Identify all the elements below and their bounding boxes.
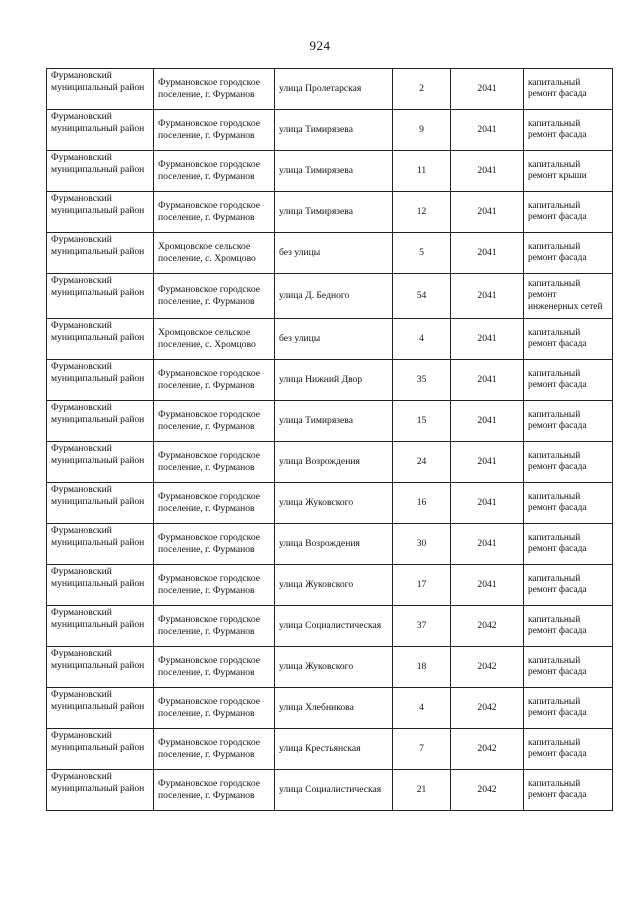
year-cell: 2041 <box>451 151 524 192</box>
work-type-cell: капитальный ремонт инженерных сетей <box>524 274 613 319</box>
settlement-cell: Фурмановское городское поселение, г. Фурманов <box>154 442 275 483</box>
table-row <box>47 606 613 647</box>
settlement-cell: Фурмановское городское поселение, г. Фурманов <box>154 483 275 524</box>
work-type-cell: капитальный ремонт фасада <box>524 688 613 729</box>
year-cell: 2041 <box>451 565 524 606</box>
street-cell: улица Жуковского <box>275 483 393 524</box>
street-cell: улица Д. Бедного <box>275 274 393 319</box>
street-cell: улица Тимирязева <box>275 192 393 233</box>
district-cell: Фурмановский муниципальный район <box>47 483 154 524</box>
work-type-cell: капитальный ремонт фасада <box>524 565 613 606</box>
table-row <box>47 442 613 483</box>
year-cell: 2041 <box>451 483 524 524</box>
year-cell: 2042 <box>451 729 524 770</box>
street-cell: улица Пролетарская <box>275 69 393 110</box>
work-type-cell: капитальный ремонт фасада <box>524 647 613 688</box>
street-cell: улица Возрождения <box>275 442 393 483</box>
settlement-cell: Фурмановское городское поселение, г. Фурманов <box>154 360 275 401</box>
year-cell: 2041 <box>451 319 524 360</box>
district-cell: Фурмановский муниципальный район <box>47 688 154 729</box>
district-cell: Фурмановский муниципальный район <box>47 233 154 274</box>
street-cell: улица Социалистическая <box>275 770 393 811</box>
work-type-cell: капитальный ремонт фасада <box>524 524 613 565</box>
settlement-cell: Фурмановское городское поселение, г. Фурманов <box>154 151 275 192</box>
district-cell: Фурмановский муниципальный район <box>47 770 154 811</box>
house-number-cell: 2 <box>393 69 451 110</box>
work-type-cell: капитальный ремонт фасада <box>524 192 613 233</box>
district-cell: Фурмановский муниципальный район <box>47 151 154 192</box>
work-type-cell: капитальный ремонт фасада <box>524 729 613 770</box>
district-cell: Фурмановский муниципальный район <box>47 442 154 483</box>
year-cell: 2042 <box>451 606 524 647</box>
settlement-cell: Фурмановское городское поселение, г. Фурманов <box>154 401 275 442</box>
year-cell: 2042 <box>451 647 524 688</box>
settlement-cell: Хромцовское сельское поселение, с. Хромцово <box>154 233 275 274</box>
table-row <box>47 729 613 770</box>
settlement-cell: Фурмановское городское поселение, г. Фурманов <box>154 729 275 770</box>
year-cell: 2041 <box>451 360 524 401</box>
district-cell: Фурмановский муниципальный район <box>47 729 154 770</box>
year-cell: 2041 <box>451 442 524 483</box>
district-cell: Фурмановский муниципальный район <box>47 319 154 360</box>
settlement-cell: Фурмановское городское поселение, г. Фурманов <box>154 688 275 729</box>
street-cell: без улицы <box>275 319 393 360</box>
table-row <box>47 770 613 811</box>
settlement-cell: Фурмановское городское поселение, г. Фурманов <box>154 770 275 811</box>
year-cell: 2042 <box>451 688 524 729</box>
settlement-cell: Хромцовское сельское поселение, с. Хромцово <box>154 319 275 360</box>
year-cell: 2042 <box>451 770 524 811</box>
street-cell: улица Нижний Двор <box>275 360 393 401</box>
table-row <box>47 483 613 524</box>
house-number-cell: 35 <box>393 360 451 401</box>
work-type-cell: капитальный ремонт фасада <box>524 319 613 360</box>
street-cell: улица Тимирязева <box>275 151 393 192</box>
district-cell: Фурмановский муниципальный район <box>47 69 154 110</box>
table-row <box>47 524 613 565</box>
house-number-cell: 4 <box>393 319 451 360</box>
work-type-cell: капитальный ремонт фасада <box>524 606 613 647</box>
street-cell: улица Хлебникова <box>275 688 393 729</box>
table-row <box>47 233 613 274</box>
district-cell: Фурмановский муниципальный район <box>47 565 154 606</box>
settlement-cell: Фурмановское городское поселение, г. Фурманов <box>154 647 275 688</box>
district-cell: Фурмановский муниципальный район <box>47 192 154 233</box>
housing-repair-table <box>46 68 613 811</box>
year-cell: 2041 <box>451 274 524 319</box>
settlement-cell: Фурмановское городское поселение, г. Фурманов <box>154 524 275 565</box>
street-cell: улица Жуковского <box>275 565 393 606</box>
house-number-cell: 4 <box>393 688 451 729</box>
settlement-cell: Фурмановское городское поселение, г. Фурманов <box>154 192 275 233</box>
street-cell: улица Возрождения <box>275 524 393 565</box>
work-type-cell: капитальный ремонт фасада <box>524 360 613 401</box>
street-cell: без улицы <box>275 233 393 274</box>
table-row <box>47 360 613 401</box>
district-cell: Фурмановский муниципальный район <box>47 274 154 319</box>
district-cell: Фурмановский муниципальный район <box>47 110 154 151</box>
settlement-cell: Фурмановское городское поселение, г. Фурманов <box>154 274 275 319</box>
work-type-cell: капитальный ремонт фасада <box>524 483 613 524</box>
street-cell: улица Крестьянская <box>275 729 393 770</box>
year-cell: 2041 <box>451 233 524 274</box>
street-cell: улица Жуковского <box>275 647 393 688</box>
table-row <box>47 319 613 360</box>
district-cell: Фурмановский муниципальный район <box>47 606 154 647</box>
work-type-cell: капитальный ремонт фасада <box>524 442 613 483</box>
house-number-cell: 54 <box>393 274 451 319</box>
settlement-cell: Фурмановское городское поселение, г. Фурманов <box>154 69 275 110</box>
house-number-cell: 9 <box>393 110 451 151</box>
house-number-cell: 11 <box>393 151 451 192</box>
work-type-cell: капитальный ремонт крыши <box>524 151 613 192</box>
house-number-cell: 12 <box>393 192 451 233</box>
work-type-cell: капитальный ремонт фасада <box>524 110 613 151</box>
table-row <box>47 647 613 688</box>
table-row <box>47 274 613 319</box>
house-number-cell: 30 <box>393 524 451 565</box>
table-row <box>47 401 613 442</box>
table-row <box>47 192 613 233</box>
table-row <box>47 565 613 606</box>
house-number-cell: 7 <box>393 729 451 770</box>
table-row <box>47 688 613 729</box>
street-cell: улица Социалистическая <box>275 606 393 647</box>
house-number-cell: 15 <box>393 401 451 442</box>
district-cell: Фурмановский муниципальный район <box>47 360 154 401</box>
work-type-cell: капитальный ремонт фасада <box>524 770 613 811</box>
district-cell: Фурмановский муниципальный район <box>47 524 154 565</box>
table-body <box>47 69 613 811</box>
table-row <box>47 151 613 192</box>
house-number-cell: 16 <box>393 483 451 524</box>
house-number-cell: 24 <box>393 442 451 483</box>
year-cell: 2041 <box>451 524 524 565</box>
house-number-cell: 18 <box>393 647 451 688</box>
work-type-cell: капитальный ремонт фасада <box>524 69 613 110</box>
settlement-cell: Фурмановское городское поселение, г. Фурманов <box>154 110 275 151</box>
table-row <box>47 110 613 151</box>
work-type-cell: капитальный ремонт фасада <box>524 401 613 442</box>
street-cell: улица Тимирязева <box>275 401 393 442</box>
page-number: 924 <box>309 38 331 53</box>
year-cell: 2041 <box>451 69 524 110</box>
settlement-cell: Фурмановское городское поселение, г. Фурманов <box>154 565 275 606</box>
house-number-cell: 37 <box>393 606 451 647</box>
house-number-cell: 17 <box>393 565 451 606</box>
district-cell: Фурмановский муниципальный район <box>47 647 154 688</box>
house-number-cell: 5 <box>393 233 451 274</box>
street-cell: улица Тимирязева <box>275 110 393 151</box>
table-row <box>47 69 613 110</box>
district-cell: Фурмановский муниципальный район <box>47 401 154 442</box>
year-cell: 2041 <box>451 192 524 233</box>
year-cell: 2041 <box>451 401 524 442</box>
house-number-cell: 21 <box>393 770 451 811</box>
year-cell: 2041 <box>451 110 524 151</box>
settlement-cell: Фурмановское городское поселение, г. Фурманов <box>154 606 275 647</box>
work-type-cell: капитальный ремонт фасада <box>524 233 613 274</box>
